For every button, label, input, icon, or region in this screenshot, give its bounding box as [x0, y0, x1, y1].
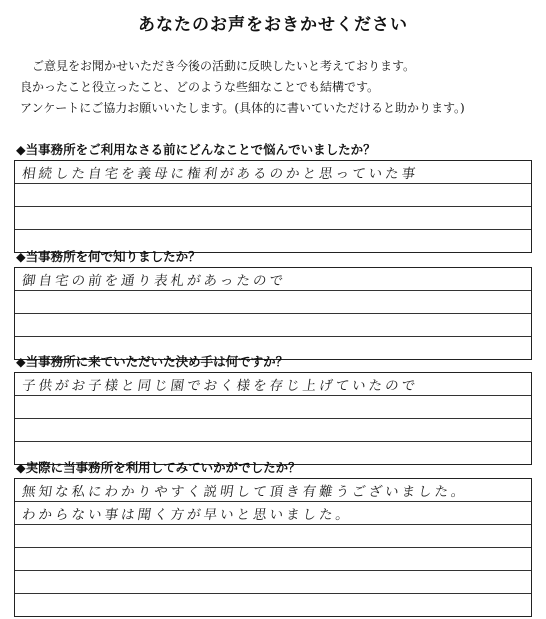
- answer-line: [15, 184, 531, 207]
- question-section-3: [14, 354, 532, 465]
- handwritten-answer: 相続した自宅を義母に権利があるのかと思っていた事: [21, 166, 420, 182]
- answer-line: [15, 479, 531, 502]
- form-title: あなたのお声をおきかせください: [138, 15, 408, 35]
- answer-line: [15, 525, 531, 548]
- handwritten-answer: わからない事は聞く方が早いと思いました。: [21, 507, 354, 523]
- question-section-2: [14, 249, 532, 360]
- answer-line: [15, 571, 531, 594]
- handwritten-answer: 御自宅の前を通り表札があったので: [21, 273, 288, 289]
- answer-line: [15, 268, 531, 291]
- answer-line: [15, 373, 531, 396]
- answer-line: [15, 396, 531, 419]
- answer-line: [15, 502, 531, 525]
- answer-box: [14, 267, 532, 360]
- intro-line: アンケートにご協力お願いいたします。(具体的に書いていただけると助かります。): [20, 101, 465, 115]
- handwritten-answer: 無知な私にわかりやすく説明して頂き有難うございました。: [21, 484, 469, 500]
- intro-line: ご意見をお聞かせいただき今後の活動に反映したいと考えております。: [32, 59, 416, 73]
- answer-line: [15, 594, 531, 616]
- handwritten-answer: 子供がお子様と同じ園でおく様を存じ上げていたので: [21, 378, 420, 394]
- question-label: ◆当事務所をご利用なさる前にどんなことで悩んでいましたか？: [16, 142, 376, 157]
- question-label: ◆実際に当事務所を利用してみていかがでしたか？: [16, 460, 301, 475]
- answer-line: [15, 419, 531, 442]
- intro-text: [20, 56, 540, 119]
- answer-line: [15, 207, 531, 230]
- intro-line: 良かったこと役立ったこと、どのような些細なことでも結構です。: [20, 80, 380, 94]
- question-label: ◆当事務所に来ていただいた決め手は何ですか？: [16, 354, 289, 369]
- answer-line: [15, 161, 531, 184]
- answer-box: [14, 372, 532, 465]
- answer-line: [15, 291, 531, 314]
- answer-line: [15, 314, 531, 337]
- answer-box: [14, 160, 532, 253]
- question-section-4: [14, 460, 532, 617]
- question-section-1: [14, 142, 532, 253]
- answer-box: [14, 478, 532, 617]
- question-label: ◆当事務所を何で知りましたか？: [16, 249, 201, 264]
- answer-line: [15, 548, 531, 571]
